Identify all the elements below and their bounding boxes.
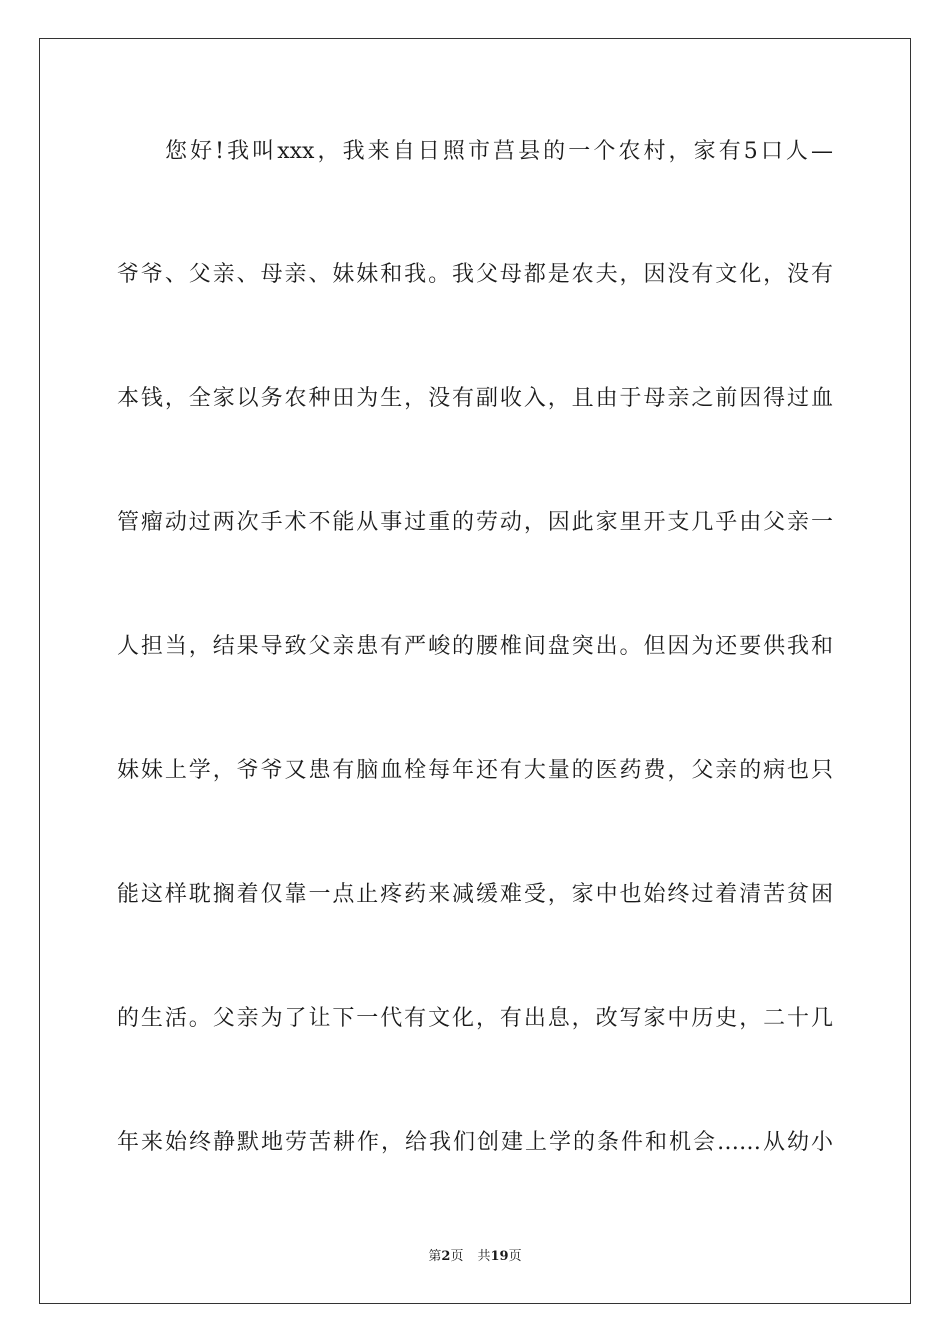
page-footer [0, 1248, 950, 1266]
page-number: 2 [441, 1249, 451, 1264]
text-line-5: 人担当，结果导致父亲患有严峻的腰椎间盘突出。但因为还要供我和 [117, 634, 833, 659]
text-line-2: 爷爷、父亲、母亲、妹妹和我。我父母都是农夫，因没有文化，没有 [117, 262, 833, 287]
total-pages: 19 [490, 1249, 509, 1264]
text-line-8: 的生活。父亲为了让下一代有文化，有出息，改写家中历史，二十几 [117, 1006, 833, 1031]
total-prefix: 共 [477, 1249, 491, 1264]
page-suffix: 页 [450, 1249, 464, 1264]
text-line-9: 年来始终静默地劳苦耕作，给我们创建上学的条件和机会……从幼小 [117, 1130, 833, 1155]
text-line-3: 本钱，全家以务农种田为生，没有副收入，且由于母亲之前因得过血 [117, 386, 833, 411]
page-border [39, 38, 911, 1304]
text-line-1: 您好!我叫xxx，我来自日照市莒县的一个农村，家有5口人— [165, 139, 833, 164]
text-line-4: 管瘤动过两次手术不能从事过重的劳动，因此家里开支几乎由父亲一 [117, 510, 833, 535]
text-line-6: 妹妹上学，爷爷又患有脑血栓每年还有大量的医药费，父亲的病也只 [117, 758, 833, 783]
text-line-7: 能这样耽搁着仅靠一点止疼药来减缓难受，家中也始终过着清苦贫困 [117, 882, 833, 907]
total-suffix: 页 [508, 1249, 522, 1264]
page-prefix: 第 [428, 1249, 442, 1264]
